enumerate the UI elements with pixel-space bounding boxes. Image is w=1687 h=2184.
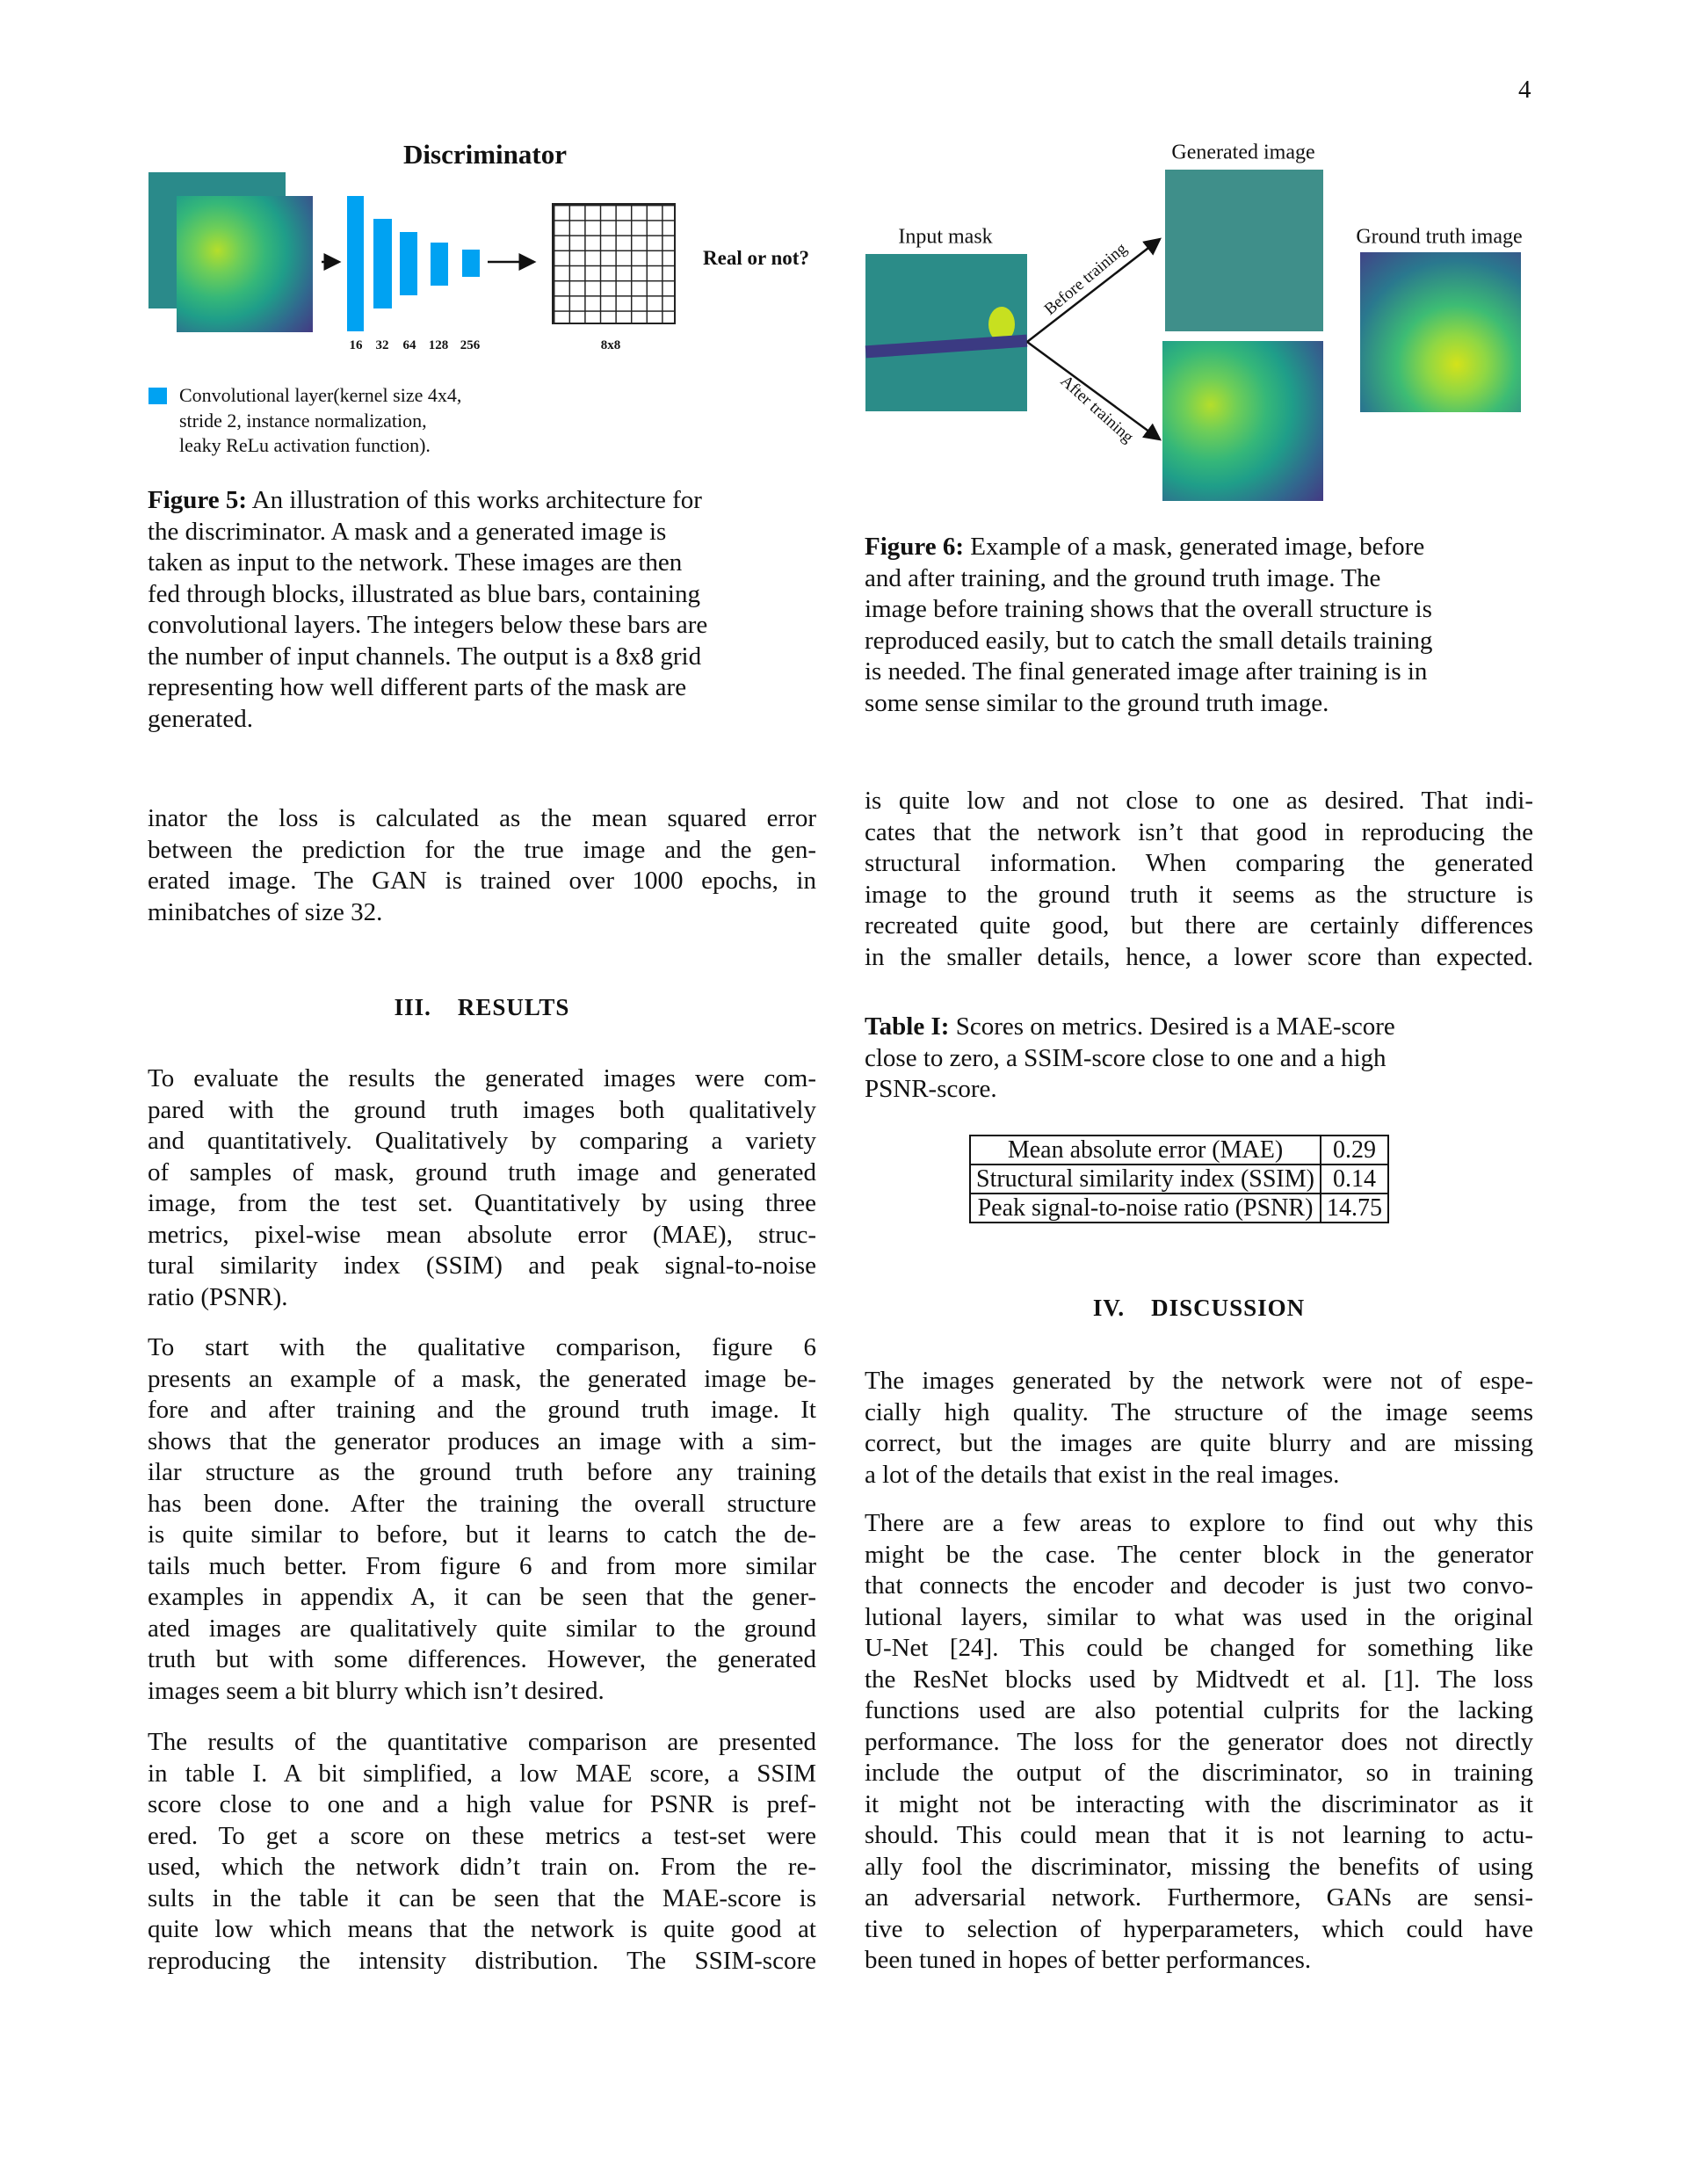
- grid-label: 8x8: [600, 338, 621, 352]
- text-line: U-Net [24]. This could be changed for something like: [865, 1634, 1533, 1662]
- section-title: RESULTS: [457, 994, 570, 1020]
- caption-label: Figure 5:: [148, 486, 248, 514]
- text-line: sults in the table it can be seen that the MAE-score is: [148, 1883, 816, 1912]
- text-line: PSNR-score.: [865, 1075, 997, 1103]
- text-line: truth but with some differences. However, the generated: [148, 1645, 816, 1673]
- text-line: shows that the generator produces an image with a sim-: [148, 1426, 816, 1455]
- text-line: minibatches of size 32.: [148, 897, 383, 926]
- text-line: examples in appendix A, it can be seen that the gener-: [148, 1583, 816, 1611]
- text-line: the discriminator. A mask and a generated image is: [148, 517, 667, 546]
- text-line: has been done. After the training the overall structure: [148, 1489, 816, 1518]
- figure-6-caption: [865, 532, 1533, 719]
- text-line: tural similarity index (SSIM) and peak signal-to-noise: [148, 1252, 816, 1280]
- arrow-icon: [1027, 239, 1160, 342]
- text-line: the number of input channels. The output is a 8x8 grid: [148, 642, 702, 671]
- caption-text: An illustration of this works architecture for: [247, 486, 702, 514]
- table-1-caption: [865, 1012, 1533, 1106]
- text-line: functions used are also potential culprits for the lacking: [865, 1696, 1533, 1724]
- table-row: [970, 1136, 1388, 1165]
- text-line: image to the ground truth it seems as the structure is: [865, 880, 1533, 909]
- text-line: The results of the quantitative comparison are presented: [148, 1728, 816, 1756]
- text-line: convolutional layers. The integers below these bars are: [148, 611, 708, 639]
- channel-label: 128: [428, 338, 449, 352]
- text-line: reproducing the intensity distribution. The SSIM-score: [148, 1946, 816, 1975]
- text-line: tails much better. From figure 6 and from more similar: [148, 1551, 816, 1580]
- text-line: that connects the encoder and decoder is just two convo-: [865, 1571, 1533, 1600]
- text-line: [148, 485, 816, 517]
- text-line: should. This could mean that it is not learning to actu-: [865, 1821, 1533, 1849]
- text-line: of samples of mask, ground truth image and generated: [148, 1157, 816, 1186]
- caption-label: Figure 6:: [865, 533, 965, 561]
- discussion-paragraph-2: [865, 1508, 1533, 1977]
- text-line: ally fool the discriminator, missing the benefits of using: [865, 1852, 1533, 1881]
- text-line: presents an example of a mask, the generated image be-: [148, 1364, 816, 1393]
- text-line: fore and after training and the ground truth image. It: [148, 1396, 816, 1424]
- text-line: The images generated by the network were not of espe-: [865, 1367, 1533, 1395]
- text-line: taken as input to the network. These images are then: [148, 548, 683, 577]
- text-line: [865, 532, 1533, 563]
- section-number: IV.: [1092, 1295, 1126, 1321]
- section-number: III.: [394, 994, 431, 1020]
- text-line: ered. To get a score on these metrics a test-set were: [148, 1821, 816, 1850]
- text-line: in table I. A bit simplified, a low MAE score, a SSIM: [148, 1759, 816, 1788]
- text-line: metrics, pixel-wise mean absolute error (MAE), struc-: [148, 1220, 816, 1249]
- section-heading-discussion: [865, 1295, 1533, 1322]
- text-line: score close to one and a high value for PSNR is pref-: [148, 1790, 816, 1818]
- text-line: To evaluate the results the generated images were com-: [148, 1064, 816, 1092]
- left-paragraph-continued: [148, 803, 816, 928]
- right-paragraph-continued: [865, 786, 1533, 973]
- legend-line: stride 2, instance normalization,: [179, 409, 427, 432]
- text-line: representing how well different parts of the mask are: [148, 673, 687, 701]
- text-line: a lot of the details that exist in the real images.: [865, 1460, 1340, 1489]
- channel-label: 256: [460, 338, 481, 352]
- discussion-paragraph-1: [865, 1366, 1533, 1491]
- text-line: and after training, and the ground truth image. The: [865, 563, 1381, 592]
- channel-label: 64: [402, 338, 416, 352]
- metric-name: Mean absolute error (MAE): [970, 1136, 1321, 1165]
- caption-text: Scores on metrics. Desired is a MAE-score: [949, 1012, 1395, 1041]
- caption-text: Example of a mask, generated image, before: [964, 533, 1425, 561]
- text-line: the ResNet blocks used by Midtvedt et al. [1]. The loss: [865, 1665, 1533, 1694]
- after-training-label: After training: [1056, 372, 1137, 447]
- text-line: recreated quite good, but there are certainly differences: [865, 911, 1533, 940]
- text-line: tive to selection of hyperparameters, which could have: [865, 1914, 1533, 1943]
- text-line: an adversarial network. Furthermore, GANs are sensi-: [865, 1883, 1533, 1912]
- text-line: There are a few areas to explore to find out why this: [865, 1509, 1533, 1537]
- ground-truth-label: Ground truth image: [1356, 225, 1523, 249]
- metric-name: Structural similarity index (SSIM): [970, 1165, 1321, 1194]
- text-line: cates that the network isn’t that good in reproducing the: [865, 817, 1533, 846]
- channel-label: 16: [349, 338, 363, 352]
- metric-value: 0.29: [1321, 1136, 1388, 1165]
- section-heading-results: [148, 994, 816, 1021]
- text-line: image, from the test set. Quantitatively by using three: [148, 1189, 816, 1217]
- training-arrows: [0, 0, 1687, 527]
- generated-image-label: Generated image: [1171, 141, 1315, 164]
- text-line: generated.: [148, 704, 253, 733]
- page-number: 4: [1518, 76, 1531, 104]
- text-line: pared with the ground truth images both qualitatively: [148, 1095, 816, 1124]
- results-paragraph-2: [148, 1332, 816, 1707]
- text-line: is quite low and not close to one as desired. That indi-: [865, 787, 1533, 815]
- text-line: is needed. The final generated image after training is in: [865, 657, 1428, 686]
- metrics-table: [969, 1135, 1389, 1223]
- text-line: ated images are qualitatively quite similar to the ground: [148, 1614, 816, 1643]
- before-training-label: Before training: [1040, 239, 1131, 319]
- text-line: fed through blocks, illustrated as blue bars, containing: [148, 579, 700, 608]
- text-line: cially high quality. The structure of the image seems: [865, 1397, 1533, 1426]
- input-mask-label: Input mask: [898, 225, 993, 249]
- text-line: is quite similar to before, but it learns to catch the de-: [148, 1520, 816, 1549]
- text-line: ilar structure as the ground truth before any training: [148, 1458, 816, 1486]
- metric-name: Peak signal-to-noise ratio (PSNR): [970, 1194, 1321, 1223]
- text-line: close to zero, a SSIM-score close to one and a high: [865, 1043, 1387, 1072]
- output-label: Real or not?: [703, 247, 809, 269]
- text-line: correct, but the images are quite blurry and are missing: [865, 1429, 1533, 1457]
- text-line: between the prediction for the true image and the gen-: [148, 835, 816, 864]
- text-line: reproduced easily, but to catch the small details training: [865, 626, 1433, 655]
- text-line: some sense similar to the ground truth image.: [865, 688, 1329, 717]
- text-line: ratio (PSNR).: [148, 1282, 288, 1311]
- text-line: erated image. The GAN is trained over 1000 epochs, in: [148, 867, 816, 895]
- text-line: [865, 1012, 1533, 1043]
- results-paragraph-3: [148, 1727, 816, 1977]
- results-paragraph-1: [148, 1063, 816, 1313]
- text-line: structural information. When comparing the generated: [865, 849, 1533, 877]
- text-line: image before training shows that the overall structure is: [865, 595, 1432, 623]
- caption-label: Table I:: [865, 1012, 950, 1041]
- figure-5-title: Discriminator: [403, 139, 567, 170]
- text-line: images seem a bit blurry which isn’t desired.: [148, 1676, 605, 1705]
- figure-5-caption: [148, 485, 816, 735]
- text-line: inator the loss is calculated as the mean squared error: [148, 804, 816, 832]
- section-title: DISCUSSION: [1151, 1295, 1306, 1321]
- table-row: [970, 1194, 1388, 1223]
- text-line: quite low which means that the network is quite good at: [148, 1915, 816, 1943]
- channel-label: 32: [375, 338, 389, 352]
- text-line: and quantitatively. Qualitatively by comparing a variety: [148, 1127, 816, 1155]
- text-line: might be the case. The center block in the generator: [865, 1540, 1533, 1569]
- text-line: performance. The loss for the generator does not directly: [865, 1727, 1533, 1756]
- legend-line: leaky ReLu activation function).: [179, 434, 431, 456]
- table-row: [970, 1165, 1388, 1194]
- metric-value: 14.75: [1321, 1194, 1388, 1223]
- arrow-icon: [1027, 342, 1160, 439]
- text-line: include the output of the discriminator, so in training: [865, 1759, 1533, 1787]
- text-line: used, which the network didn’t train on. From the re-: [148, 1853, 816, 1881]
- metric-value: 0.14: [1321, 1165, 1388, 1194]
- legend-line: Convolutional layer(kernel size 4x4,: [179, 384, 462, 406]
- text-line: in the smaller details, hence, a lower score than expected.: [865, 942, 1533, 971]
- text-line: To start with the qualitative comparison, figure 6: [148, 1333, 816, 1361]
- text-line: lutional layers, similar to what was used in the original: [865, 1602, 1533, 1631]
- text-line: been tuned in hopes of better performances.: [865, 1946, 1312, 1974]
- text-line: it might not be interacting with the discriminator as it: [865, 1789, 1533, 1818]
